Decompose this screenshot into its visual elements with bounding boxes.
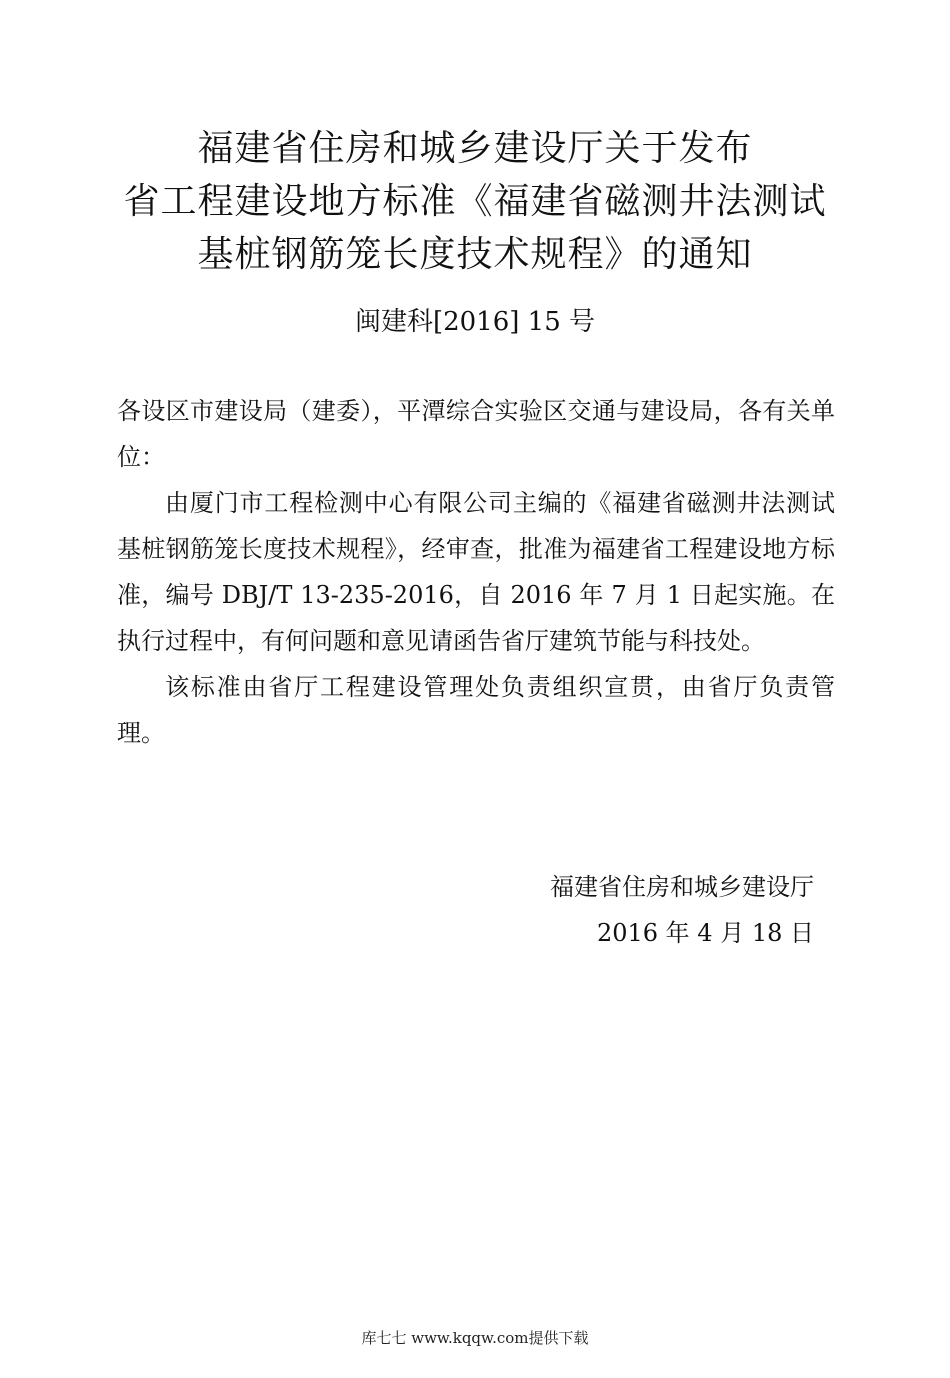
signature-block	[550, 864, 814, 956]
title-line-1: 福建省住房和城乡建设厅关于发布	[197, 128, 753, 169]
salutation: 各设区市建设局（建委），平潭综合实验区交通与建设局，各有关单位：	[117, 397, 835, 471]
document-title	[0, 122, 950, 281]
document-number: 闽建科[2016] 15 号	[354, 307, 596, 337]
footer-watermark: 库七七 www.kqqw.com提供下载	[361, 1329, 589, 1347]
body-paragraph-1: 由厦门市工程检测中心有限公司主编的《福建省磁测井法测试基桩钢筋笼长度技术规程》，经审查，批准为福建省工程建设地方标准，编号 DBJ/T 13-235-2016，自 2016 年 7 月 1 日起实施。在执行过程中，有何问题和意见请函告省厅建筑节能与科技处。	[117, 489, 835, 655]
title-line-2: 省工程建设地方标准《福建省磁测井法测试	[123, 181, 827, 222]
document-body	[117, 388, 835, 756]
body-paragraph-2: 该标准由省厅工程建设管理处负责组织宣贯，由省厅负责管理。	[117, 673, 835, 747]
issue-date: 2016 年 4 月 18 日	[596, 919, 814, 947]
title-line-3: 基桩钢筋笼长度技术规程》的通知	[197, 234, 753, 275]
issuer-name: 福建省住房和城乡建设厅	[550, 873, 814, 901]
